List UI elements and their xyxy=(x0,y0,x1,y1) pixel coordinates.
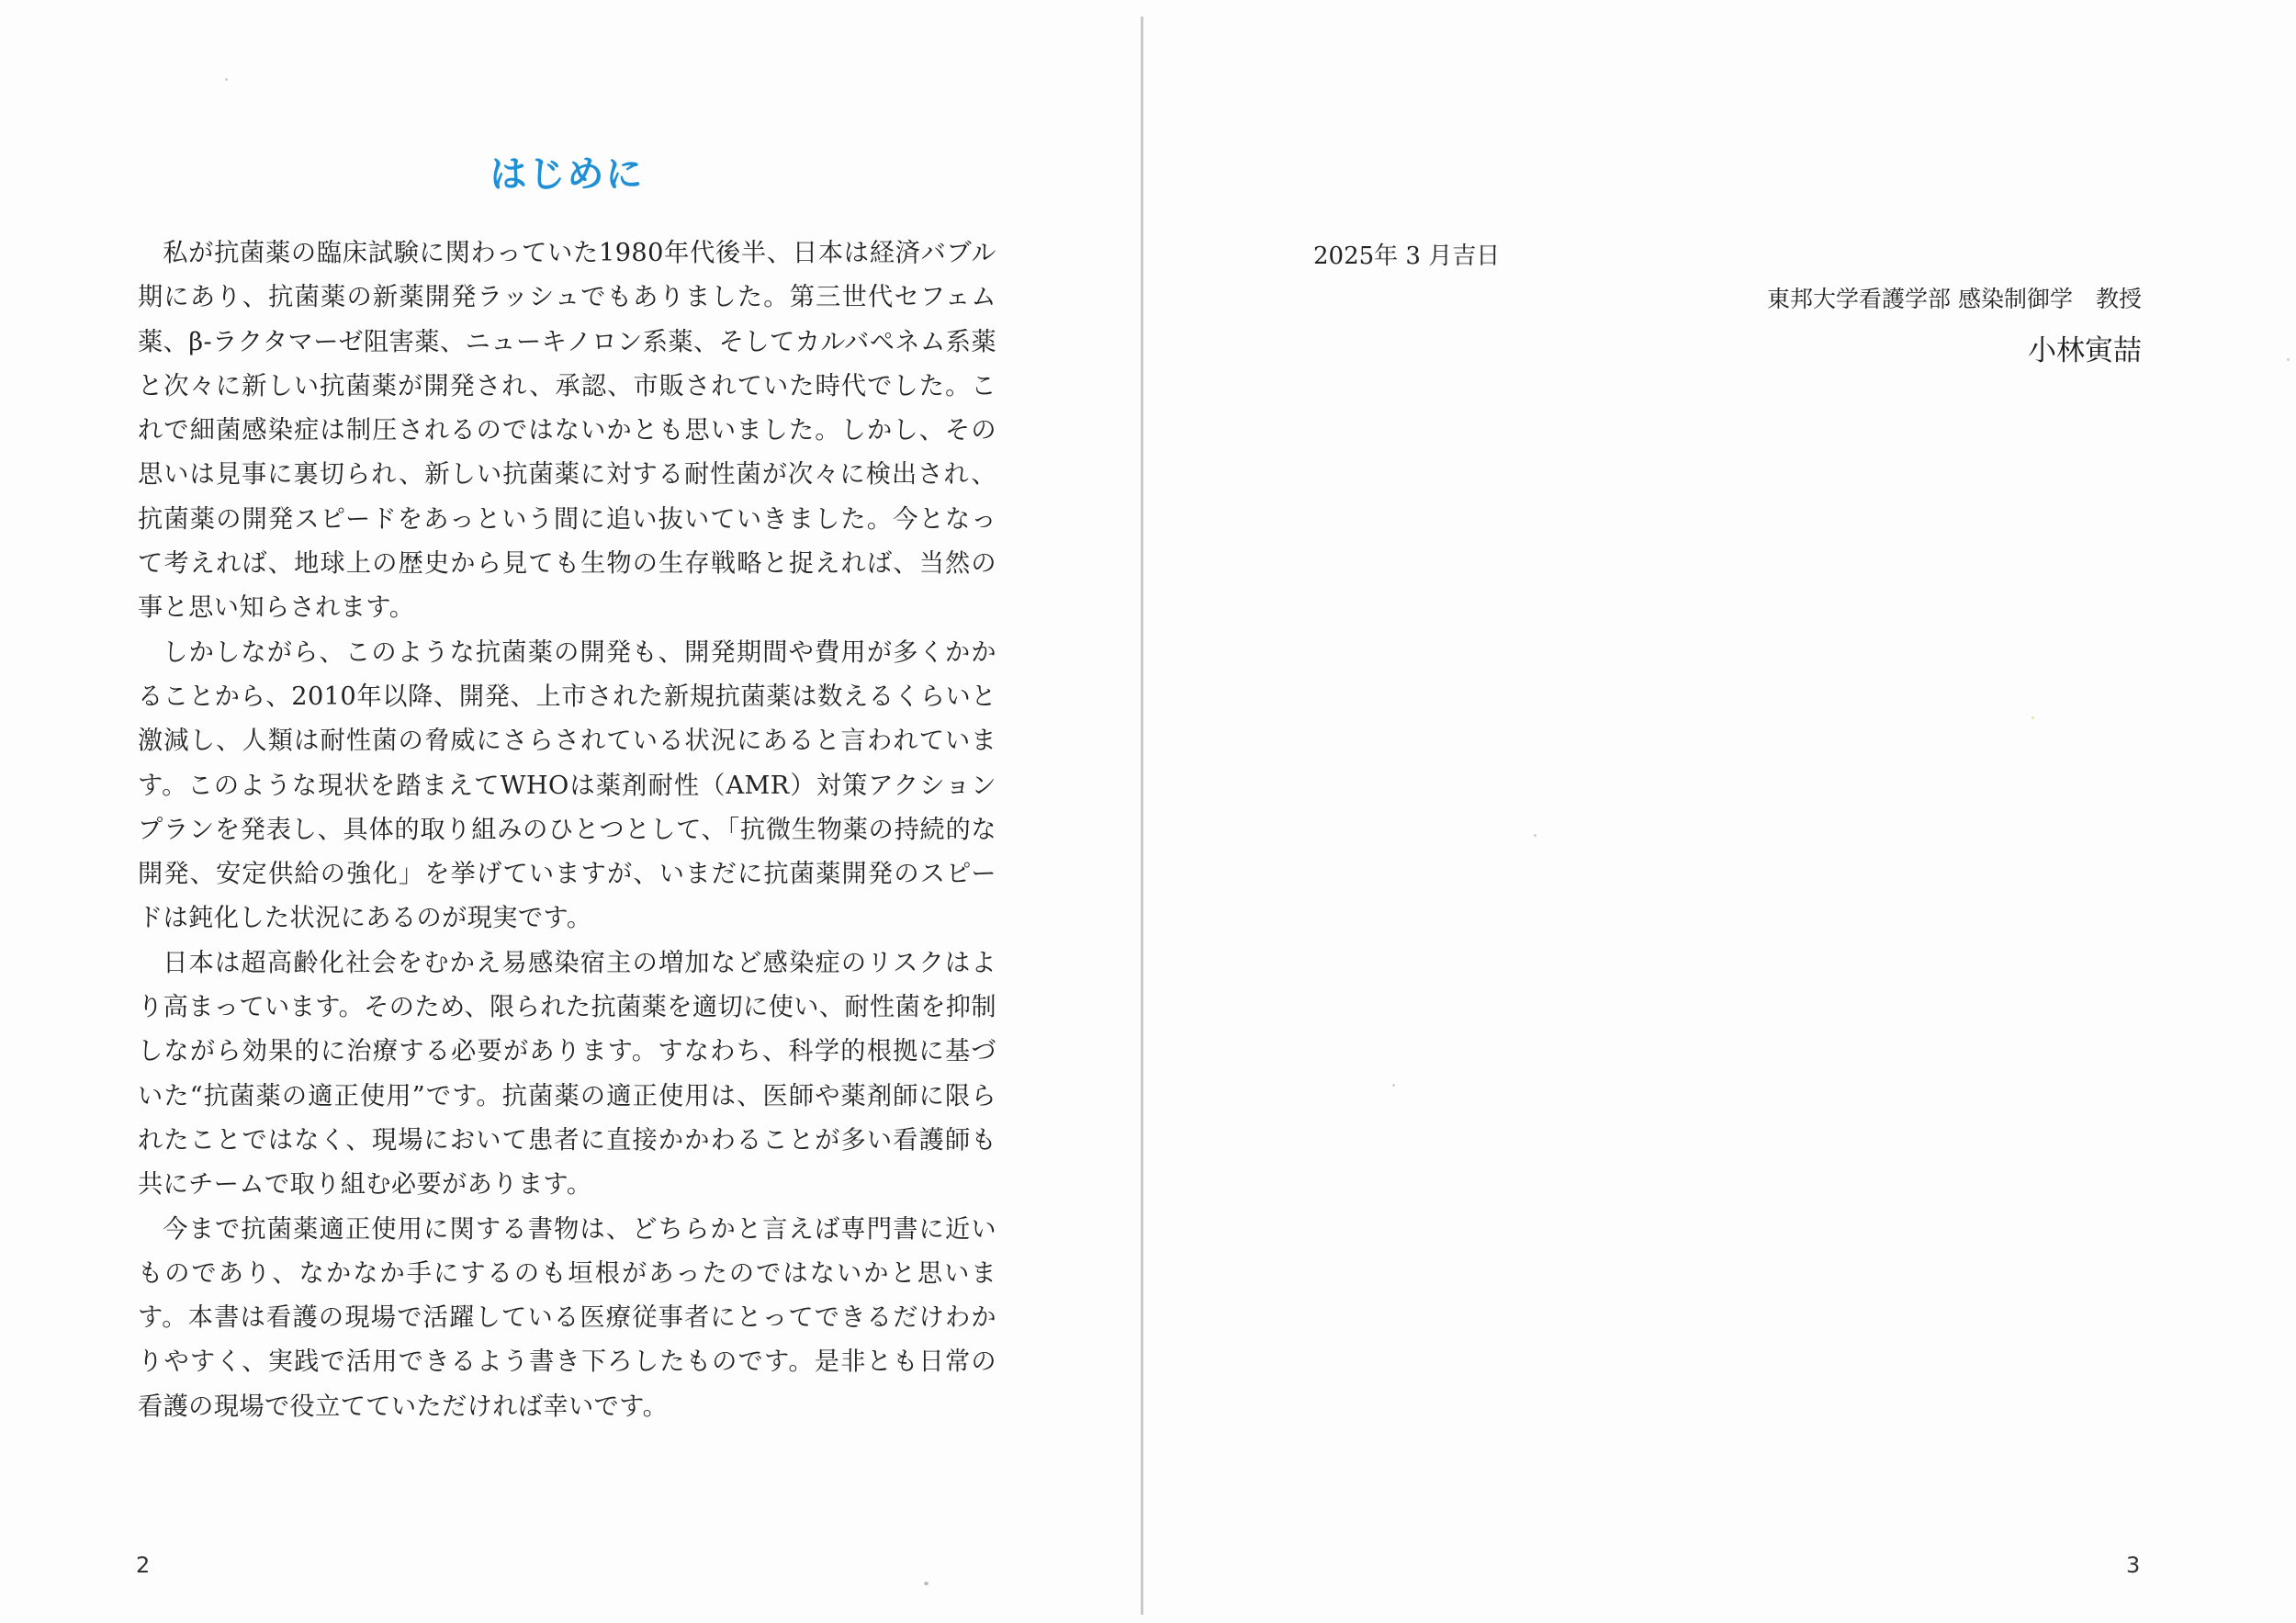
author-affiliation: 東邦大学看護学部 感染制御学 教授 xyxy=(1767,286,2142,312)
scan-speck xyxy=(2287,358,2290,361)
scan-speck xyxy=(1534,834,1536,837)
paragraph-2: しかしながら、このような抗菌薬の開発も、開発期間や費用が多くかかることから、2010年以降、開発、上市された新規抗菌薬は数えるくらいと激減し、人類は耐性菌の脅威にさらされている状況にあると言われています。このような現状を踏まえてWHOは薬剤耐性（AMR）対策アクションプランを発表し、具体的取り組みのひとつとして、「抗微生物薬の持続的な開発、安定供給の強化」を挙げていますが、いまだに抗菌薬開発のスピードは鈍化した状況にあるのが現実です。 xyxy=(138,637,996,933)
book-gutter xyxy=(1141,17,1143,1615)
preface-body xyxy=(138,231,996,1429)
author-name: 小林寅喆 xyxy=(2028,334,2142,367)
scan-speck xyxy=(1392,1084,1395,1087)
page-title: はじめに xyxy=(490,153,645,196)
scan-speck xyxy=(2032,716,2034,719)
paragraph-1: 私が抗菌薬の臨床試験に関わっていた1980年代後半、日本は経済バブル期にあり、抗菌薬の新薬開発ラッシュでもありました。第三世代セフェム薬、β-ラクタマーゼ阻害薬、ニューキノロン系薬、そしてカルバペネム系薬と次々に新しい抗菌薬が開発され、承認、市販されていた時代でした。これで細菌感染症は制圧されるのではないかとも思いました。しかし、その思いは見事に裏切られ、新しい抗菌薬に対する耐性菌が次々に検出され、抗菌薬の開発スピードをあっという間に追い抜いていきました。今となって考えれば、地球上の歴史から見ても生物の生存戦略と捉えれば、当然の事と思い知らされます。 xyxy=(138,239,996,623)
left-page xyxy=(0,0,1139,1623)
scan-speck xyxy=(924,1582,929,1585)
page-number-right: 3 xyxy=(2126,1552,2141,1578)
page-number-left: 2 xyxy=(136,1552,151,1578)
paragraph-3: 日本は超高齢化社会をむかえ易感染宿主の増加など感染症のリスクはより高まっています。そのため、限られた抗菌薬を適切に使い、耐性菌を抑制しながら効果的に治療する必要があります。すなわち、科学的根拠に基づいた“抗菌薬の適正使用”です。抗菌薬の適正使用は、医師や薬剤師に限られたことではなく、現場において患者に直接かかわることが多い看護師も共にチームで取り組む必要があります。 xyxy=(138,948,996,1200)
scan-speck xyxy=(225,78,228,81)
signature-date: 2025年 3 月吉日 xyxy=(1313,242,1501,270)
paragraph-4: 今まで抗菌薬適正使用に関する書物は、どちらかと言えば専門書に近いものであり、なかなか手にするのも垣根があったのではないかと思います。本書は看護の現場で活躍している医療従事者にとってできるだけわかりやすく、実践で活用できるよう書き下ろしたものです。是非とも日常の看護の現場で役立てていただければ幸いです。 xyxy=(138,1214,996,1421)
